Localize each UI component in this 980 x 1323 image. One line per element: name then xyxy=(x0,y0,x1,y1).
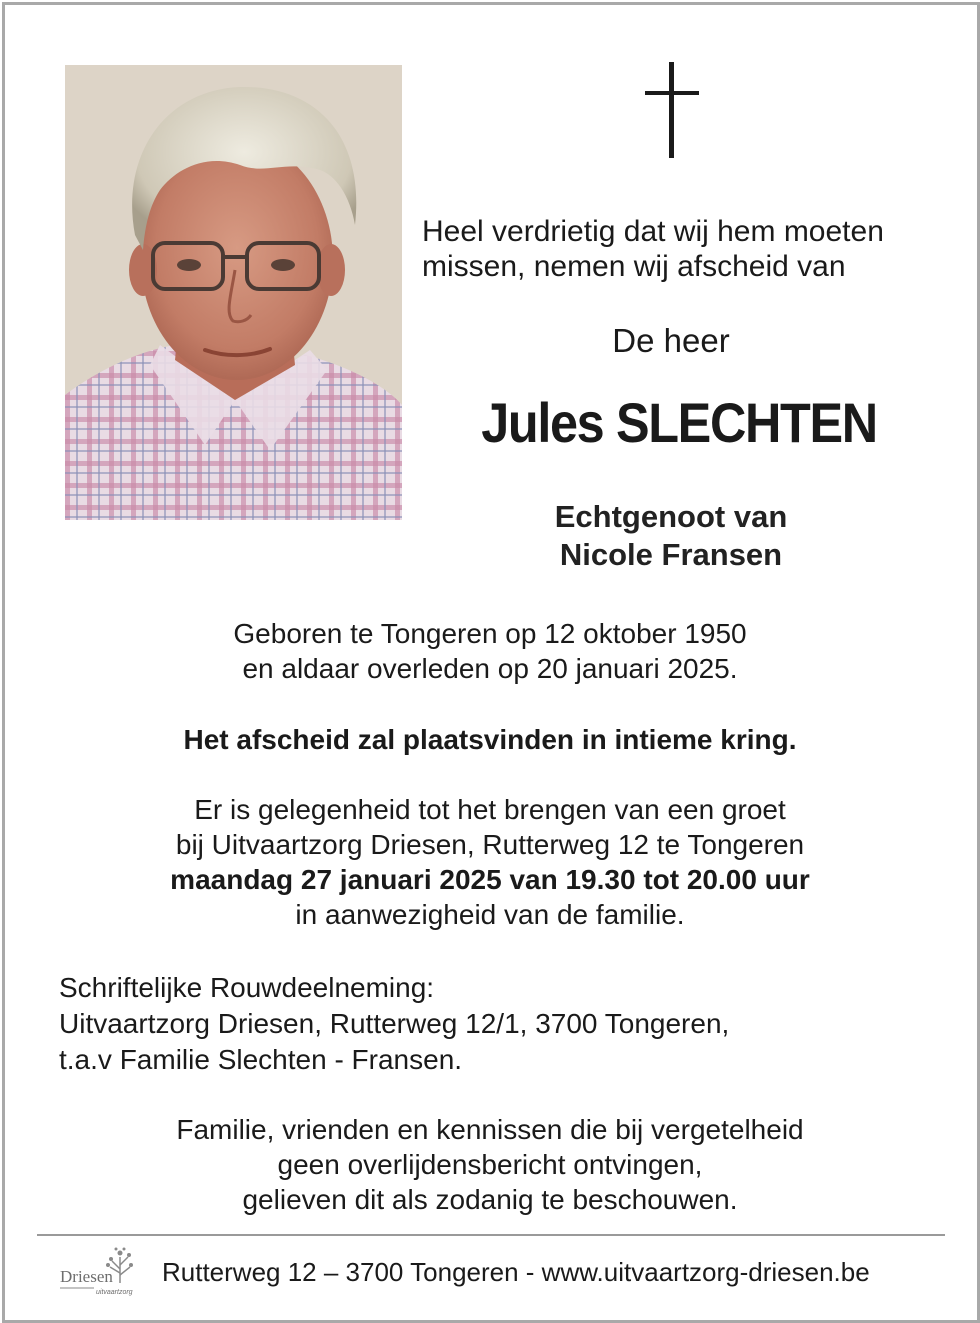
spouse-line: Echtgenoot van xyxy=(554,499,788,534)
footer-address: Rutterweg 12 – 3700 Tongeren - www.uitvaartzorg-driesen.be xyxy=(162,1257,870,1287)
visitation-info xyxy=(40,792,940,932)
notice-text xyxy=(40,1112,940,1217)
farewell-info: Het afscheid zal plaatsvinden in intieme kring. xyxy=(183,724,797,755)
intro-line: Heel verdrietig dat wij hem moeten xyxy=(422,215,884,248)
svg-text:uitvaartzorg: uitvaartzorg xyxy=(96,1289,133,1296)
deceased-name: Jules SLECHTEN xyxy=(481,391,877,454)
visit-line: bij Uitvaartzorg Driesen, Rutterweg 12 te Tongeren xyxy=(175,829,805,860)
intro-line: missen, nemen wij afscheid van xyxy=(422,250,846,283)
condolence-address xyxy=(59,970,919,1078)
cross-icon xyxy=(643,62,701,158)
condolence-line: t.a.v Familie Slechten - Fransen. xyxy=(59,1044,463,1075)
driesen-logo xyxy=(58,1243,144,1299)
portrait-photo xyxy=(65,65,402,520)
intro-text xyxy=(422,214,942,284)
footer-divider xyxy=(37,1234,945,1236)
notice-line: Familie, vrienden en kennissen die bij vergetelheid xyxy=(176,1114,804,1145)
visit-line: in aanwezigheid van de familie. xyxy=(295,899,685,930)
notice-line: gelieven dit als zodanig te beschouwen. xyxy=(242,1184,738,1215)
birth-death-info xyxy=(40,616,940,686)
svg-text:Driesen: Driesen xyxy=(60,1267,113,1286)
spouse-info xyxy=(470,498,872,574)
spouse-line: Nicole Fransen xyxy=(559,537,783,572)
born-line: Geboren te Tongeren op 12 oktober 1950 xyxy=(233,618,747,649)
visit-datetime: maandag 27 januari 2025 van 19.30 tot 20.00 uur xyxy=(170,864,810,895)
condolence-line: Uitvaartzorg Driesen, Rutterweg 12/1, 3700 Tongeren, xyxy=(59,1008,730,1039)
condolence-heading: Schriftelijke Rouwdeelneming: xyxy=(59,972,435,1003)
died-line: en aldaar overleden op 20 januari 2025. xyxy=(242,653,738,684)
notice-line: geen overlijdensbericht ontvingen, xyxy=(277,1149,703,1180)
honorific: De heer xyxy=(612,322,730,359)
visit-line: Er is gelegenheid tot het brengen van een groet xyxy=(194,794,786,825)
